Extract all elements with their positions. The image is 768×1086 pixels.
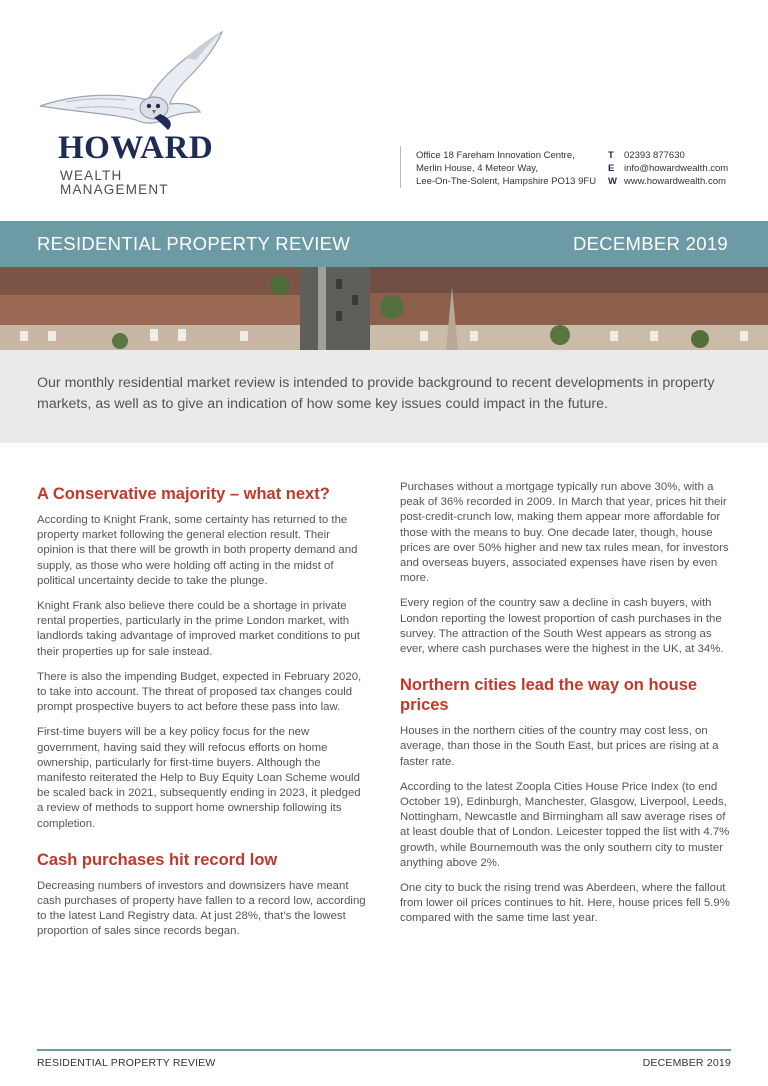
address-line-1: Office 18 Fareham Innovation Centre,	[416, 150, 575, 161]
email-label: E	[608, 163, 615, 174]
paragraph: Purchases without a mortgage typically run above 30%, with a peak of 36% recorded in 2009. In March that year, prices hit their post-credit-crunch low, making them appear more affordable for those with the means to buy. One decade later, though, house prices are over 50% higher and new tax rules mean, for investors and overseas buyers, associated expenses have risen by even more.	[400, 481, 729, 585]
website-link[interactable]: www.howardwealth.com	[624, 176, 726, 187]
title-banner	[0, 221, 768, 267]
intro-text: Our monthly residential market review is intended to provide background to recent developments in property markets, as well as to give an indication of how some key issues could impact in the future.	[37, 375, 715, 412]
paragraph: Knight Frank also believe there could be a shortage in private rental properties, particularly in the prime London market, with landlords taking advantage of improved market conditions to put their properties up for sale instead.	[37, 600, 360, 658]
banner-date: DECEMBER 2019	[572, 233, 728, 254]
brand-name: HOWARD	[58, 130, 214, 166]
email-link[interactable]: info@howardwealth.com	[624, 163, 729, 174]
paragraph: According to Knight Frank, some certainty has returned to the property market following the general election result. Their opinion is that there will be growth in both property demand and supply, as those who were holding off acting in the midst of political uncertainty decide to take the plunge.	[37, 514, 358, 587]
footer-divider	[37, 1049, 731, 1051]
right-column	[400, 480, 730, 937]
web-label: W	[608, 176, 617, 187]
paragraph: Houses in the northern cities of the country may cost less, on average, than those in the South East, but prices are rising at a faster rate.	[400, 725, 719, 768]
address-line-2: Merlin House, 4 Meteor Way,	[416, 163, 538, 174]
paragraph: First-time buyers will be a key policy focus for the new government, having said they will refocus efforts on home ownership, particularly for first-time buyers. Although the manifesto reiterated the Help to Buy Equity Loan Scheme would be scaled back in 2021, subsequently ending in 2023, it pledged a review of methods to support home ownership following its completion.	[37, 726, 361, 830]
paragraph: Every region of the country saw a decline in cash buyers, with London reporting the lowest proportion of cash purchases in the survey. The attraction of the South West appears as strong as ever, where cash purchases were the highest in the UK, at 34%.	[400, 597, 724, 656]
phone-value[interactable]: 02393 877630	[624, 150, 685, 161]
footer-date: DECEMBER 2019	[642, 1057, 731, 1069]
owl-icon	[36, 28, 236, 138]
left-column	[37, 480, 367, 950]
contact-divider	[400, 146, 401, 188]
footer-title: RESIDENTIAL PROPERTY REVIEW	[37, 1057, 216, 1069]
phone-label: T	[608, 150, 614, 161]
address-block	[416, 149, 596, 188]
web-row	[608, 175, 728, 188]
paragraph: Decreasing numbers of investors and downsizers have meant cash purchases of property have fallen to a record low, according to the latest Land Registry data. At just 28%, that’s the lowest proportion of sales since records began.	[37, 879, 366, 938]
brand-logo	[36, 28, 236, 197]
paragraph: According to the latest Zoopla Cities House Price Index (to end October 19), Edinburgh, Manchester, Glasgow, Liverpool, Leeds, Nottingham, Newcastle and Birmingham all saw average rises of at least double that of London. Leicester topped the list with 4.7% growth, while Bournemouth was the only southern city to muster anything above 2%.	[400, 780, 730, 869]
brand-subtitle: WEALTH MANAGEMENT	[60, 168, 169, 197]
heading-northern-cities: Northern cities lead the way on house prices	[400, 676, 698, 715]
address-line-3: Lee-On-The-Solent, Hampshire PO13 9FU	[416, 176, 597, 187]
intro-panel	[0, 350, 768, 443]
email-row	[608, 162, 728, 175]
paragraph: There is also the impending Budget, expected in February 2020, to take into account. The threat of proposed tax changes could prompt prospective buyers to act before these pass into law.	[37, 670, 362, 714]
banner-title: RESIDENTIAL PROPERTY REVIEW	[37, 233, 351, 254]
contact-block	[608, 149, 728, 188]
houses-photo-illustration	[0, 267, 768, 350]
phone-row	[608, 149, 728, 162]
paragraph: One city to buck the rising trend was Aberdeen, where the fallout from lower oil prices continues to hit. Here, house prices fell 5.9% compared with the same time last year.	[400, 882, 730, 925]
heading-conservative-majority: A Conservative majority – what next?	[37, 485, 330, 503]
houses-photo	[0, 267, 768, 350]
heading-cash-purchases: Cash purchases hit record low	[37, 850, 278, 869]
